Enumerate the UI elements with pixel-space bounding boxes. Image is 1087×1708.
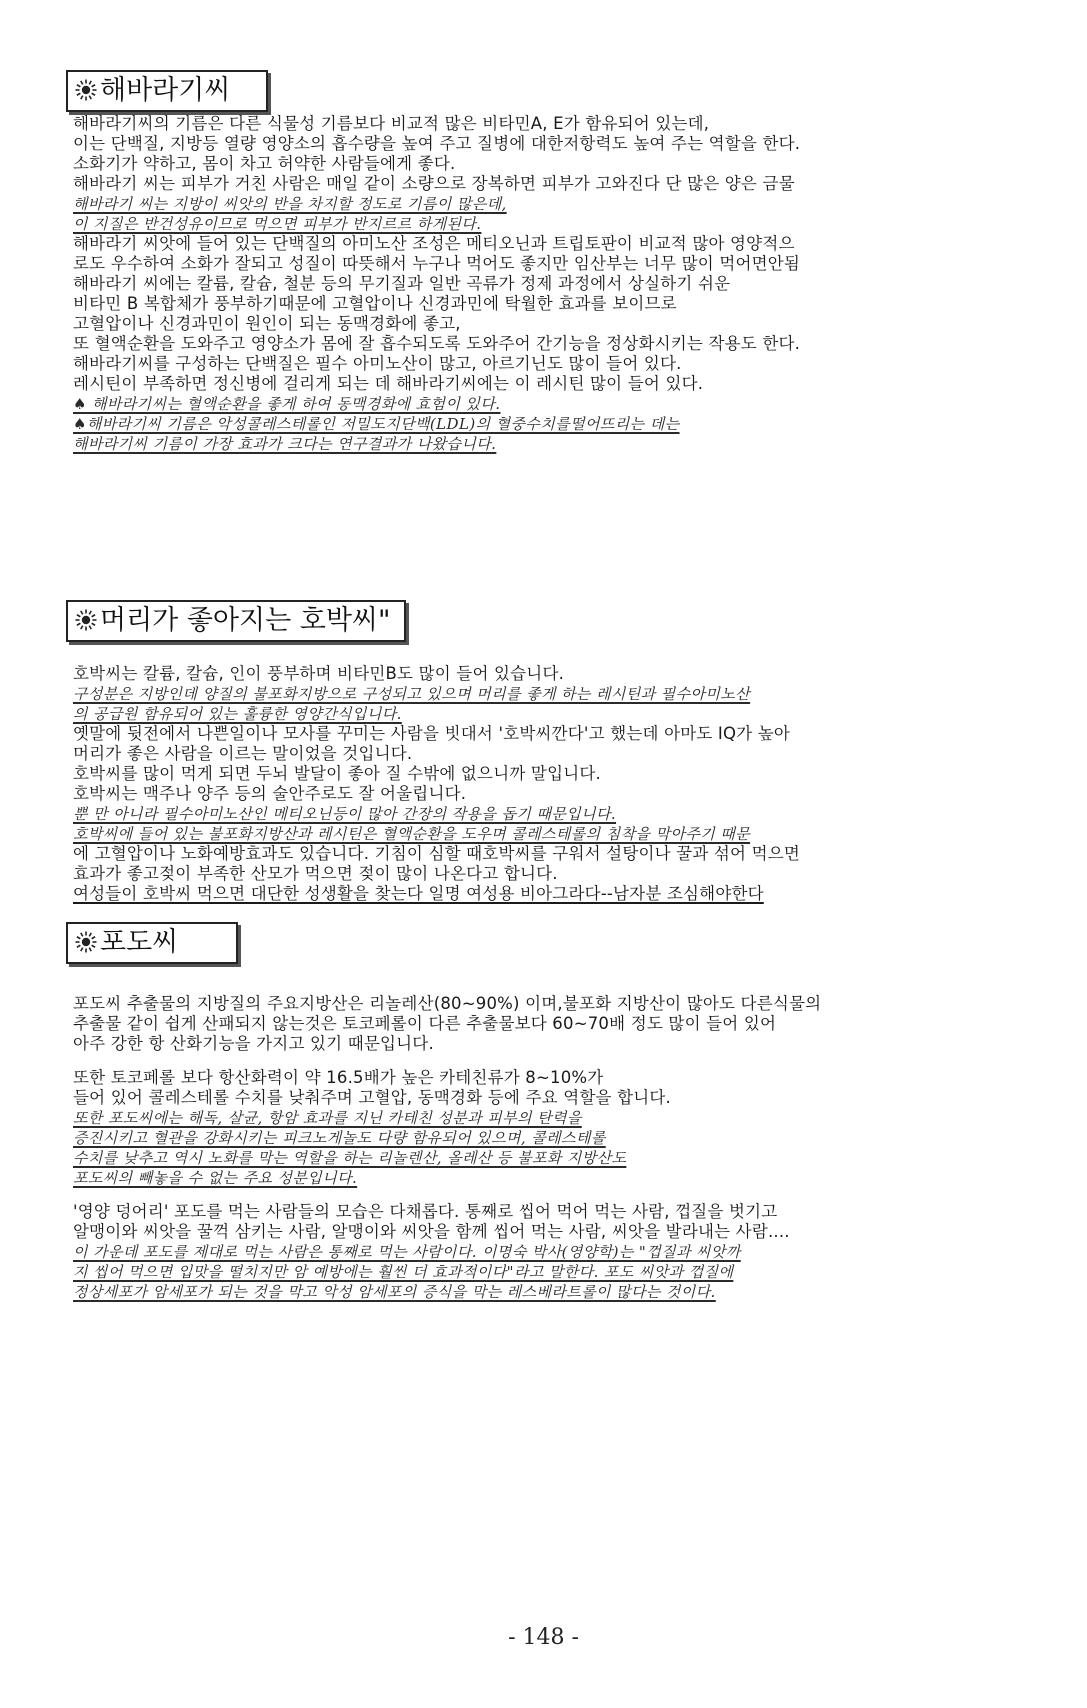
page-number: - 148 - xyxy=(508,1625,579,1650)
handwritten-note-line: 뿐 만 아니라 필수아미노산인 메티오닌등이 많아 간장의 작용을 돕기 때문입니다. xyxy=(73,805,617,823)
handwritten-note-line: 증진시키고 혈관을 강화시키는 피크노게놀도 다량 함유되어 있으며, 콜레스테롤 xyxy=(73,1129,606,1147)
text-line: 이는 단백질, 지방등 열량 영양소의 흡수량을 높여 주고 질병에 대한저항력도 높여 주는 역할을 한다. xyxy=(73,134,801,153)
text-line: 호박씨를 많이 먹게 되면 두뇌 발달이 좋아 질 수밖에 없으니까 말입니다. xyxy=(73,764,601,783)
paragraph-gap xyxy=(73,1054,973,1068)
sun-icon xyxy=(74,77,98,101)
handwritten-note-line: 또한 포도씨에는 해독, 살균, 항암 효과를 지닌 카테친 성분과 피부의 탄력을 xyxy=(73,1109,582,1127)
text-line: 에 고혈압이나 노화예방효과도 있습니다. 기침이 심할 때호박씨를 구워서 설탕이나 꿀과 섞어 먹으면 xyxy=(73,844,801,863)
text-line: 호박씨는 칼륨, 칼슘, 인이 풍부하며 비타민B도 많이 들어 있습니다. xyxy=(73,664,565,683)
text-line: 또한 토코페롤 보다 항산화력이 약 16.5배가 높은 카테친류가 8~10%가 xyxy=(73,1068,604,1087)
text-line: 해바라기 씨는 피부가 거친 사람은 매일 같이 소량으로 장복하면 피부가 고와진다 단 많은 양은 금물 xyxy=(73,174,795,193)
text-line: 호박씨는 맥주나 양주 등의 술안주로도 잘 어울립니다. xyxy=(73,784,467,803)
section-heading xyxy=(66,922,238,964)
text-line: 효과가 좋고젖이 부족한 산모가 먹으면 젖이 많이 나온다고 합니다. xyxy=(73,864,558,883)
section-title: 머리가 좋아지는 호박씨" xyxy=(100,605,391,636)
section-title: 해바라기씨 xyxy=(100,75,231,106)
handwritten-note-line: 구성분은 지방인데 양질의 불포화지방으로 구성되고 있으며 머리를 좋게 하는 레시틴과 필수아미노산 xyxy=(73,685,751,703)
section-body xyxy=(73,664,973,904)
section-body xyxy=(73,994,973,1302)
text-line: 추출물 같이 쉽게 산패되지 않는것은 토코페롤이 다른 추출물보다 60~70배 정도 많이 들어 있어 xyxy=(73,1014,777,1033)
text-line: 해바라기씨를 구성하는 단백질은 필수 아미노산이 많고, 아르기닌도 많이 들어 있다. xyxy=(73,354,682,373)
text-line: 해바라기 씨에는 칼륨, 칼슘, 철분 등의 무기질과 일반 곡류가 정제 과정에서 상실하기 쉬운 xyxy=(73,274,731,293)
text-line: 들어 있어 콜레스테롤 수치를 낮춰주며 고혈압, 동맥경화 등에 주요 역할을 합니다. xyxy=(73,1088,671,1107)
handwritten-note-line: ♠ 해바라기씨는 혈액순환을 좋게 하여 동맥경화에 효험이 있다. xyxy=(73,395,501,413)
text-line: 로도 우수하여 소화가 잘되고 성질이 따뜻해서 누구나 먹어도 좋지만 임산부는 너무 많이 먹어면안됨 xyxy=(73,254,801,273)
text-line: 머리가 좋은 사람을 이르는 말이었을 것입니다. xyxy=(73,744,413,763)
text-line: 포도씨 추출물의 지방질의 주요지방산은 리놀레산(80~90%) 이며,불포화 지방산이 많아도 다른식물의 xyxy=(73,994,822,1013)
handwritten-note-line: 포도씨의 빼놓을 수 없는 주요 성분입니다. xyxy=(73,1169,358,1187)
paragraph-gap xyxy=(73,1188,973,1202)
sun-icon xyxy=(74,607,98,631)
handwritten-note-line: 의 공급원 함유되어 있는 훌륭한 영양간식입니다. xyxy=(73,705,402,723)
text-line: '영양 덩어리' 포도를 먹는 사람들의 모습은 다채롭다. 통째로 씹어 먹어 먹는 사람, 껍질을 벗기고 xyxy=(73,1202,778,1221)
handwritten-note-line: 정상세포가 암세포가 되는 것을 막고 악성 암세포의 증식을 막는 레스베라트롤이 많다는 것이다. xyxy=(73,1283,716,1301)
text-line: 소화기가 약하고, 몸이 차고 허약한 사람들에게 좋다. xyxy=(73,154,456,173)
text-line: 옛말에 뒷전에서 나쁜일이나 모사를 꾸미는 사람을 빗대서 '호박씨깐다'고 했는데 아마도 IQ가 높아 xyxy=(73,724,791,743)
handwritten-note-line: 이 가운데 포도를 제대로 먹는 사람은 통째로 먹는 사람이다. 이명숙 박사(영양학)는 "껍질과 씨앗까 xyxy=(73,1243,741,1261)
handwritten-note-line: 지 씹어 먹으면 입맛을 떨치지만 암 예방에는 훨씬 더 효과적이다"라고 말한다. 포도 씨앗과 껍질에 xyxy=(73,1263,734,1281)
text-line: 여성들이 호박씨 먹으면 대단한 성생활을 찾는다 일명 여성용 비아그라다--남자분 조심해야한다 xyxy=(73,884,764,903)
text-line: 레시틴이 부족하면 정신병에 걸리게 되는 데 해바라기씨에는 이 레시틴 많이 들어 있다. xyxy=(73,374,704,393)
section-title: 포도씨 xyxy=(100,927,179,958)
handwritten-note-line: ♠해바라기씨 기름은 악성콜레스테롤인 저밀도지단백(LDL)의 혈중수치를떨어뜨리는 데는 xyxy=(73,415,680,433)
section-heading xyxy=(66,70,268,112)
text-line: 아주 강한 항 산화기능을 가지고 있기 때문입니다. xyxy=(73,1034,434,1053)
handwritten-note-line: 수치를 낮추고 역시 노화를 막는 역할을 하는 리놀렌산, 올레산 등 불포화 지방산도 xyxy=(73,1149,627,1167)
text-line: 또 혈액순환을 도와주고 영양소가 몸에 잘 흡수되도록 도와주어 간기능을 정상화시키는 작용도 한다. xyxy=(73,334,801,353)
text-line: 알맹이와 씨앗을 꿀꺽 삼키는 사람, 알맹이와 씨앗을 함께 씹어 먹는 사람, 씨앗을 발라내는 사람.... xyxy=(73,1222,790,1241)
text-line: 해바라기 씨앗에 들어 있는 단백질의 아미노산 조성은 메티오닌과 트립토판이 비교적 많아 영양적으 xyxy=(73,234,795,253)
handwritten-note-line: 해바라기 씨는 지방이 씨앗의 반을 차지할 정도로 기름이 많은데, xyxy=(73,195,507,213)
section-heading xyxy=(66,600,406,642)
text-line: 고혈압이나 신경과민이 원인이 되는 동맥경화에 좋고, xyxy=(73,314,461,333)
handwritten-note-line: 호박씨에 들어 있는 불포화지방산과 레시틴은 혈액순환을 도우며 콜레스테롤의 침착을 막아주기 때문 xyxy=(73,825,751,843)
handwritten-note-line: 해바라기씨 기름이 가장 효과가 크다는 연구결과가 나왔습니다. xyxy=(73,435,497,453)
sun-icon xyxy=(74,929,98,953)
handwritten-note-line: 이 지질은 반건성유이므로 먹으면 피부가 반지르르 하게된다. xyxy=(73,215,482,233)
section-body xyxy=(73,114,973,454)
text-line: 비타민 B 복합체가 풍부하기때문에 고혈압이나 신경과민에 탁월한 효과를 보이므로 xyxy=(73,294,677,313)
text-line: 해바라기씨의 기름은 다른 식물성 기름보다 비교적 많은 비타민A, E가 함유되어 있는데, xyxy=(73,114,710,133)
